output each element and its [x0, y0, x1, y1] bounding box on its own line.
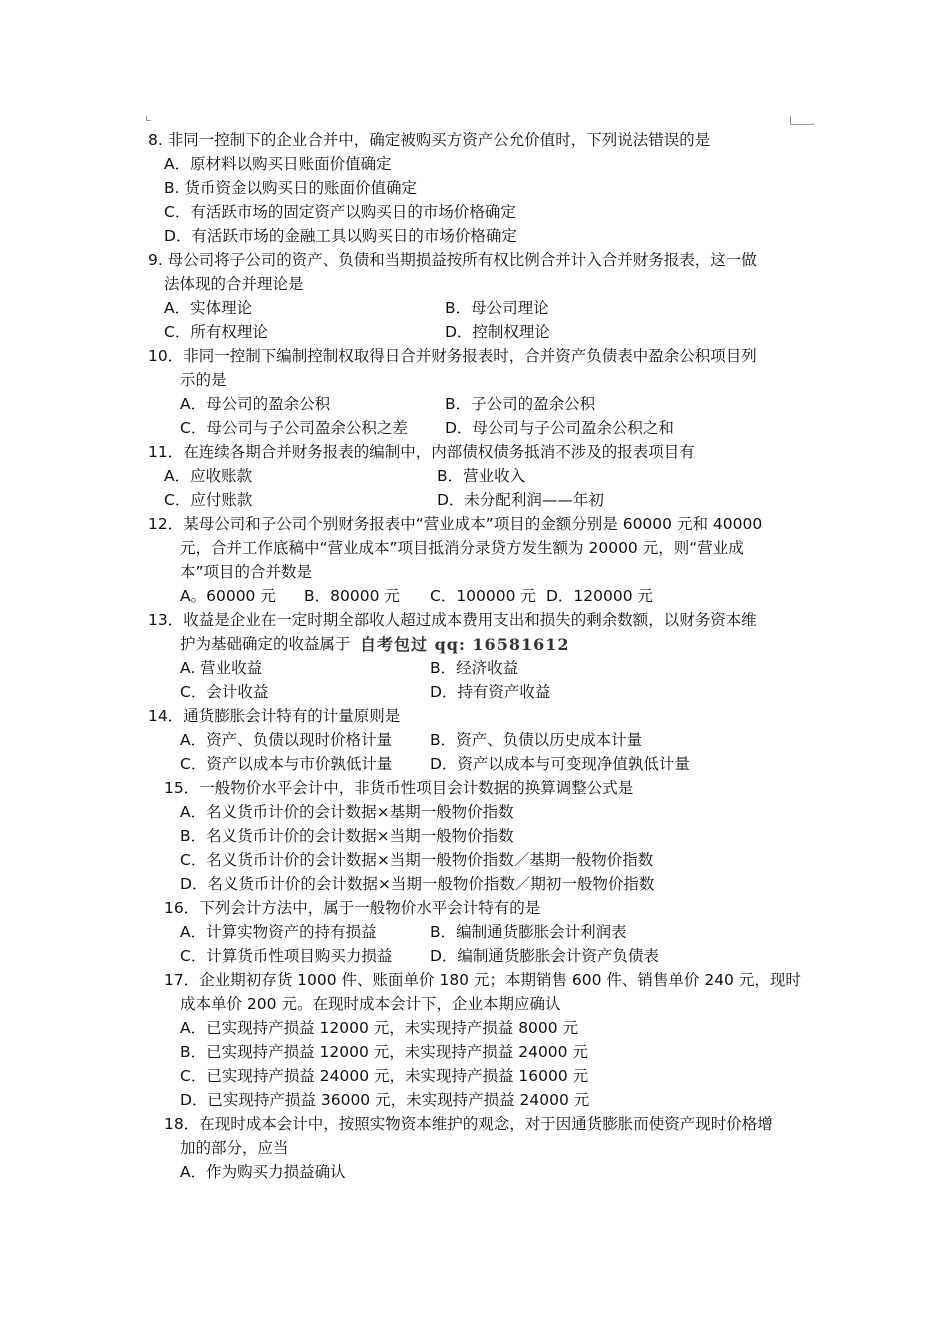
q8-option-b: B. 货币资金以购买日的账面价值确定	[164, 179, 417, 197]
question-11-stem: 11．在连续各期合并财务报表的编制中，内部债权债务抵消不涉及的报表项目有	[148, 443, 695, 461]
question-12-stem-cont-2: 本”项目的合并数是	[180, 563, 313, 581]
q17-option-b: B．已实现持产损益 12000 元，未实现持产损益 24000 元	[180, 1043, 588, 1061]
q10-option-d: D．母公司与子公司盈余公积之和	[445, 419, 674, 437]
corner-mark-right-tick	[790, 116, 791, 124]
question-12-stem: 12．某母公司和子公司个别财务报表中“营业成本”项目的金额分别是 60000 元和 40000	[148, 515, 763, 533]
q8-option-a: A．原材料以购买日账面价值确定	[164, 155, 392, 173]
q10-option-c: C．母公司与子公司盈余公积之差	[180, 419, 408, 437]
q16-option-b: B．编制通货膨胀会计利润表	[430, 923, 627, 941]
q14-option-a: A．资产、负债以现时价格计量	[180, 731, 393, 749]
question-9-stem: 9. 母公司将子公司的资产、负债和当期损益按所有权比例合并计入合并财务报表，这一做	[148, 251, 757, 269]
q15-option-b: B．名义货币计价的会计数据×当期一般物价指数	[180, 827, 514, 845]
q11-option-b: B．营业收入	[437, 467, 526, 485]
q17-option-d: D．已实现持产损益 36000 元，未实现持产损益 24000 元	[180, 1091, 590, 1109]
question-14-stem: 14．通货膨胀会计特有的计量原则是	[148, 707, 401, 725]
q8-option-c: C．有活跃市场的固定资产以购买日的市场价格确定	[164, 203, 516, 221]
question-18-stem: 18．在现时成本会计中，按照实物资本维护的观念，对于因通货膨胀而使资产现时价格增	[164, 1115, 773, 1133]
q11-option-d: D．未分配利润——年初	[437, 491, 604, 509]
q14-option-b: B．资产、负债以历史成本计量	[430, 731, 643, 749]
q12-option-d: D．120000 元	[546, 587, 654, 605]
q14-option-c: C．资产以成本与市价孰低计量	[180, 755, 393, 773]
q17-option-a: A．已实现持产损益 12000 元，未实现持产损益 8000 元	[180, 1019, 579, 1037]
q16-option-c: C．计算货币性项目购买力损益	[180, 947, 393, 965]
q15-option-a: A．名义货币计价的会计数据×基期一般物价指数	[180, 803, 514, 821]
question-18-stem-cont: 加的部分，应当	[180, 1139, 289, 1157]
q15-option-d: D．名义货币计价的会计数据×当期一般物价指数／期初一般物价指数	[180, 875, 655, 893]
question-17-stem-cont: 成本单价 200 元。在现时成本会计下，企业本期应确认	[180, 995, 561, 1013]
q18-option-a: A．作为购买力损益确认	[180, 1163, 346, 1181]
q11-option-a: A．应收账款	[164, 467, 253, 485]
corner-mark-left	[146, 116, 151, 121]
q11-option-c: C．应付账款	[164, 491, 253, 509]
question-10-stem-cont: 示的是	[180, 371, 227, 389]
q12-option-b: B．80000 元	[304, 587, 400, 605]
q12-option-a: A。60000 元	[180, 587, 276, 605]
question-16-stem: 16．下列会计方法中，属于一般物价水平会计特有的是	[164, 899, 541, 917]
question-15-stem: 15．一般物价水平会计中，非货币性项目会计数据的换算调整公式是	[164, 779, 634, 797]
q14-option-d: D．资产以成本与可变现净值孰低计量	[430, 755, 690, 773]
q8-option-d: D．有活跃市场的金融工具以购买日的市场价格确定	[164, 227, 517, 245]
question-17-stem: 17．企业期初存货 1000 件、账面单价 180 元；本期销售 600 件、销售单价 240 元，现时	[164, 971, 801, 989]
q16-option-d: D．编制通货膨胀会计资产负债表	[430, 947, 659, 965]
q13-option-a: A. 营业收益	[180, 659, 263, 677]
q9-option-b: B．母公司理论	[445, 299, 549, 317]
watermark-text: 自考包过 qq: 16581612	[360, 635, 570, 654]
q13-option-d: D．持有资产收益	[430, 683, 551, 701]
q10-option-a: A．母公司的盈余公积	[180, 395, 331, 413]
q16-option-a: A．计算实物资产的持有损益	[180, 923, 377, 941]
q10-option-b: B．子公司的盈余公积	[445, 395, 596, 413]
q12-option-c: C．100000 元	[430, 587, 536, 605]
q13-option-b: B．经济收益	[430, 659, 519, 677]
q9-option-c: C．所有权理论	[164, 323, 268, 341]
q9-option-d: D．控制权理论	[445, 323, 550, 341]
q17-option-c: C．已实现持产损益 24000 元，未实现持产损益 16000 元	[180, 1067, 589, 1085]
question-9-stem-cont: 法体现的合并理论是	[164, 275, 304, 293]
q9-option-a: A．实体理论	[164, 299, 253, 317]
q15-option-c: C．名义货币计价的会计数据×当期一般物价指数／基期一般物价指数	[180, 851, 654, 869]
question-13-stem: 13．收益是企业在一定时期全部收人超过成本费用支出和损失的剩余数额，以财务资本维	[148, 611, 757, 629]
question-12-stem-cont-1: 元，合并工作底稿中“营业成本”项目抵消分录贷方发生额为 20000 元，则“营业成	[180, 539, 744, 557]
question-13-stem-cont: 护为基础确定的收益属于	[180, 635, 351, 653]
question-8-stem: 8. 非同一控制下的企业合并中，确定被购买方资产公允价值时，下列说法错误的是	[148, 131, 711, 149]
question-10-stem: 10．非同一控制下编制控制权取得日合并财务报表时，合并资产负债表中盈余公积项目列	[148, 347, 757, 365]
q13-option-c: C．会计收益	[180, 683, 269, 701]
corner-mark-right	[790, 124, 814, 125]
